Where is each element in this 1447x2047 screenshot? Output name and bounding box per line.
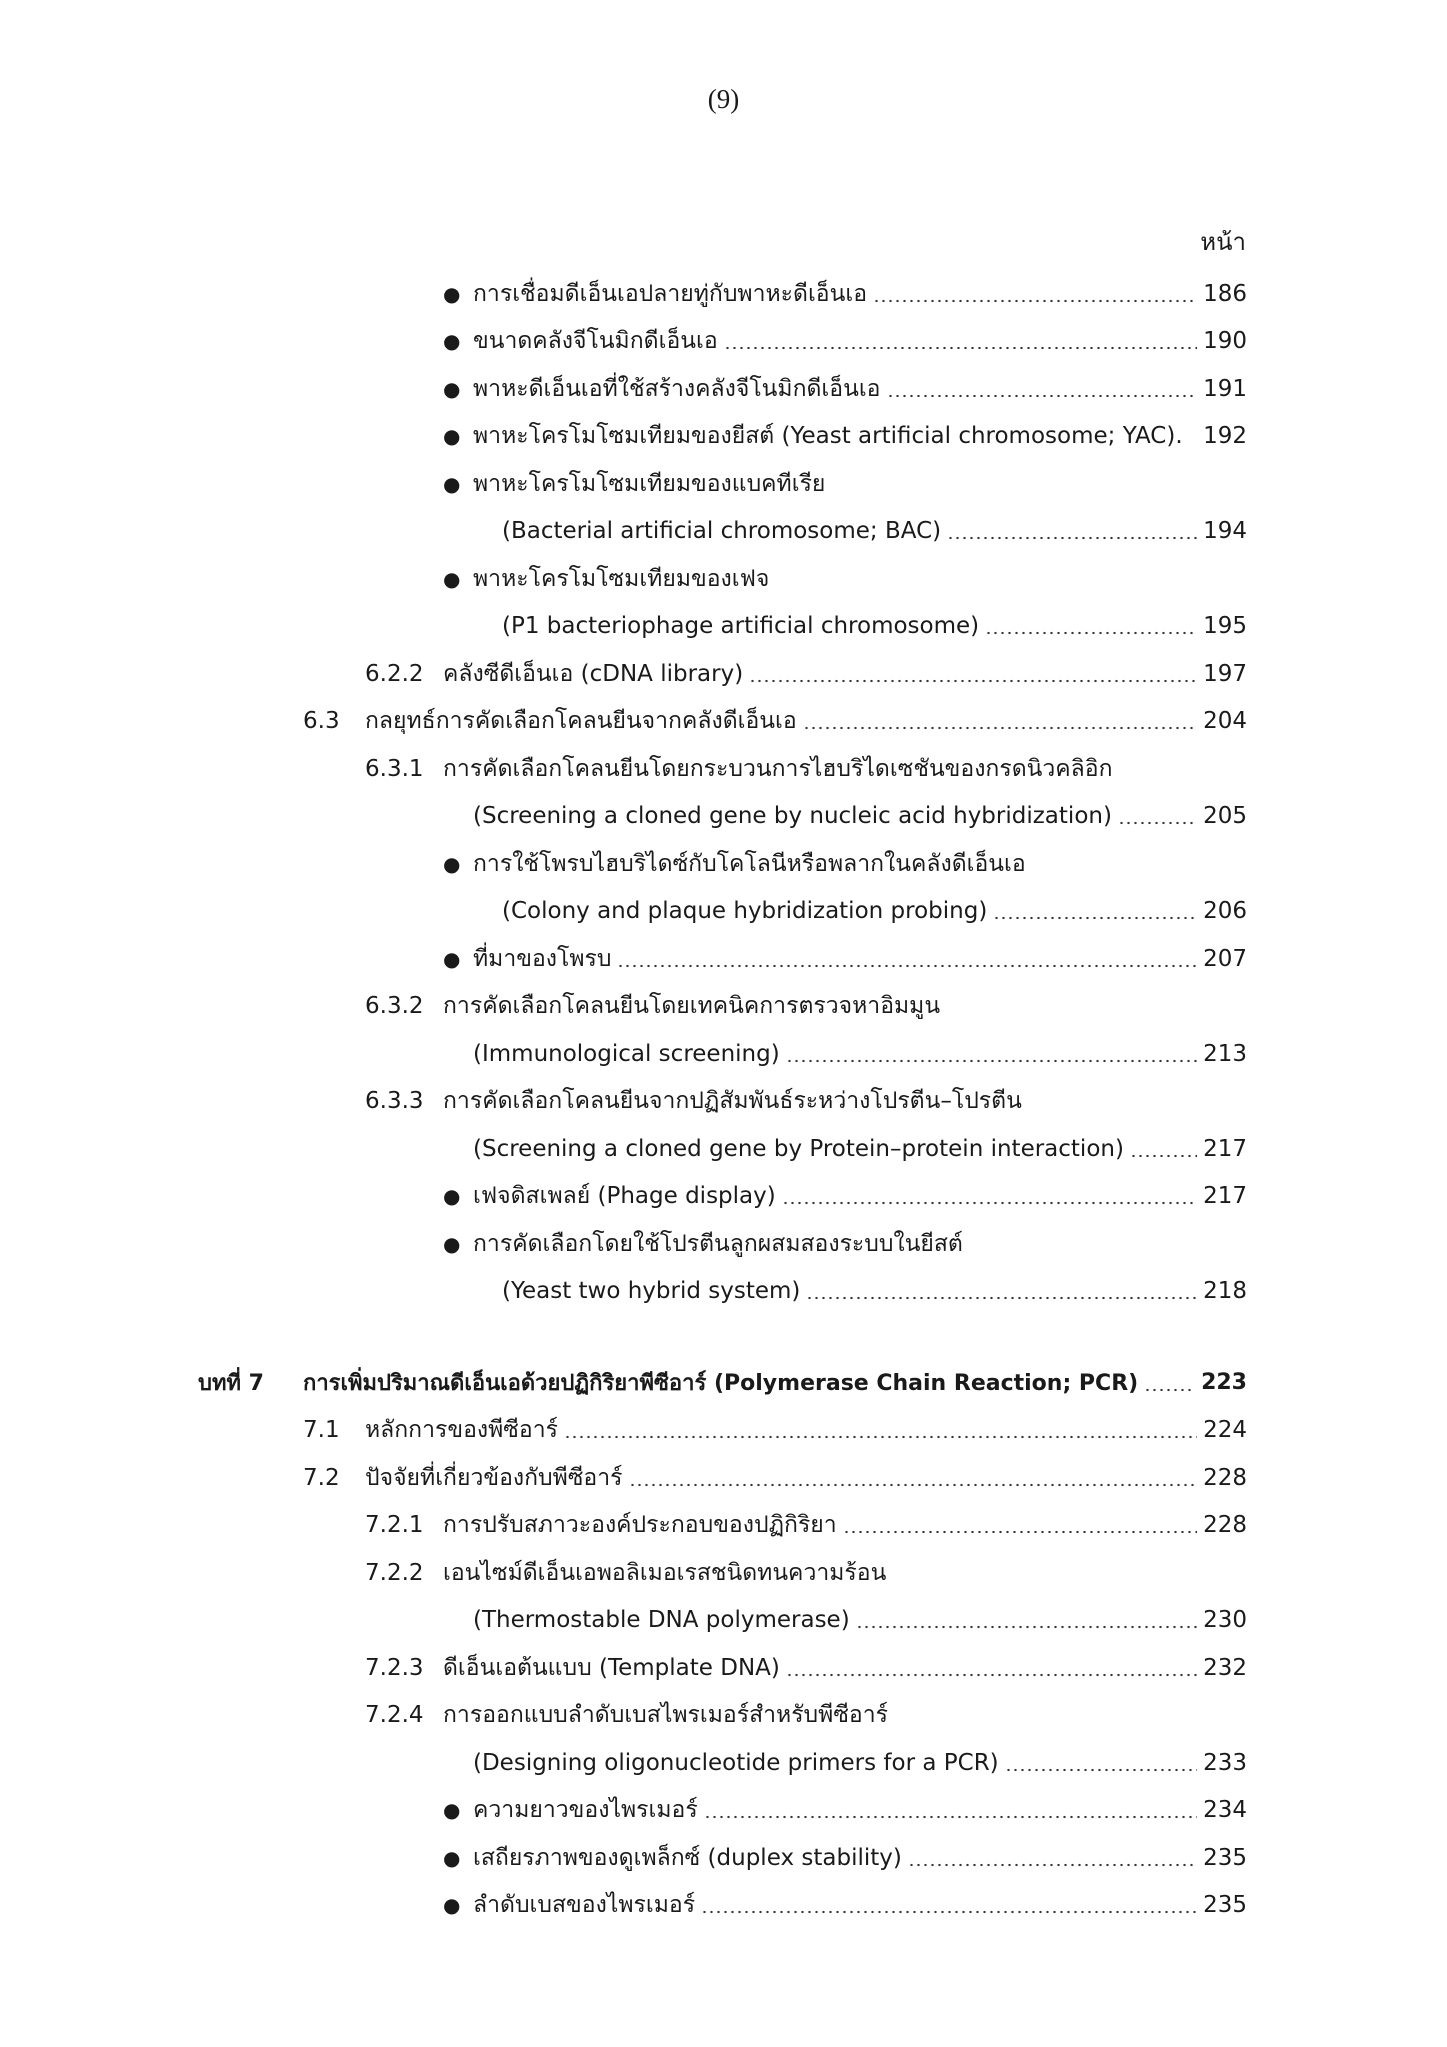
dot-leader (856, 1625, 1197, 1629)
toc-entry-title: การเพิ่มปริมาณดีเอ็นเอด้วยปฏิกิริยาพีซีอาร์ (Polymerase Chain Reaction; PCR) (303, 1371, 1139, 1397)
table-of-contents (0, 270, 1447, 1929)
section-number: 6.3.3 (365, 1088, 424, 1115)
toc-page-number: 190 (1203, 328, 1247, 355)
toc-page-number: 213 (1203, 1040, 1247, 1067)
toc-entry-title: (Designing oligonucleotide primers for a PCR) (473, 1749, 999, 1776)
toc-page-number: 207 (1203, 945, 1247, 972)
toc-entry (0, 1644, 1447, 1692)
toc-entry-title: เฟจดิสเพลย์ (Phage display) (473, 1183, 776, 1210)
toc-entry (0, 555, 1447, 603)
dot-leader (1130, 1154, 1197, 1158)
section-number: 6.3.1 (365, 755, 424, 782)
bullet-icon: ● (443, 1893, 461, 1918)
toc-page-number: 232 (1203, 1654, 1247, 1681)
section-number: 7.2.3 (365, 1654, 424, 1681)
page-column-label: หน้า (1200, 228, 1246, 256)
dot-leader (724, 346, 1197, 350)
toc-page-number: 194 (1203, 518, 1247, 545)
toc-entry-title: การคัดเลือกโคลนยีนจากปฏิสัมพันธ์ระหว่างโปรตีน–โปรตีน (443, 1088, 1022, 1115)
toc-entry (0, 888, 1447, 936)
toc-entry-title: (Immunological screening) (473, 1040, 780, 1067)
bullet-icon: ● (443, 851, 461, 876)
toc-entry (0, 460, 1447, 508)
toc-entry-title: ความยาวของไพรเมอร์ (473, 1797, 698, 1824)
toc-page-number: 224 (1203, 1417, 1247, 1444)
toc-entry-title: ที่มาของโพรบ (473, 945, 612, 972)
toc-entry-title: (Thermostable DNA polymerase) (473, 1607, 850, 1634)
toc-entry-title: เสถียรภาพของดูเพล็กซ์ (duplex stability) (473, 1844, 902, 1871)
toc-entry-title: พาหะโครโมโซมเทียมของยีสต์ (Yeast artificial chromosome; YAC). (473, 423, 1183, 450)
toc-entry-title: พาหะดีเอ็นเอที่ใช้สร้างคลังจีโนมิกดีเอ็นเอ (473, 375, 881, 402)
toc-page-number: 204 (1203, 708, 1247, 735)
toc-entry-title: (Colony and plaque hybridization probing) (502, 898, 988, 925)
toc-entry-title: การคัดเลือกโดยใช้โปรตีนลูกผสมสองระบบในยีสต์ (473, 1230, 963, 1257)
toc-entry-title: (Yeast two hybrid system) (502, 1278, 801, 1305)
toc-entry-title: เอนไซม์ดีเอ็นเอพอลิเมอเรสชนิดทนความร้อน (443, 1559, 887, 1586)
toc-entry-title: การออกแบบลำดับเบสไพรเมอร์สำหรับพีซีอาร์ (443, 1702, 889, 1729)
dot-leader (993, 916, 1197, 920)
toc-entry (0, 983, 1447, 1031)
bullet-icon: ● (443, 566, 461, 591)
toc-entry-title: การใช้โพรบไฮบริไดซ์กับโคโลนีหรือพลากในคลังดีเอ็นเอ (473, 850, 1026, 877)
toc-entry (0, 1597, 1447, 1645)
toc-entry (0, 318, 1447, 366)
toc-entry (0, 1078, 1447, 1126)
toc-page-number: 228 (1203, 1464, 1247, 1491)
dot-leader (803, 726, 1197, 730)
dot-leader (843, 1530, 1197, 1534)
bullet-icon: ● (443, 1231, 461, 1256)
dot-leader (908, 1863, 1197, 1867)
dot-leader (1118, 821, 1197, 825)
toc-entry-title: (Screening a cloned gene by nucleic acid hybridization) (473, 803, 1112, 830)
toc-entry (0, 840, 1447, 888)
toc-page-number: 192 (1203, 423, 1247, 450)
bullet-icon: ● (443, 946, 461, 971)
toc-page-number: 191 (1203, 375, 1247, 402)
bullet-icon: ● (443, 1845, 461, 1870)
toc-entry (0, 365, 1447, 413)
bullet-icon: ● (443, 424, 461, 449)
dot-leader (947, 536, 1197, 540)
section-number: 6.2.2 (365, 660, 424, 687)
toc-page-number: 206 (1203, 898, 1247, 925)
toc-entry (0, 1030, 1447, 1078)
toc-entry (0, 935, 1447, 983)
toc-entry-title: หลักการของพีซีอาร์ (365, 1417, 558, 1444)
toc-page-number: 235 (1203, 1892, 1247, 1919)
toc-entry (0, 1173, 1447, 1221)
toc-entry-title: ลำดับเบสของไพรเมอร์ (473, 1892, 696, 1919)
toc-entry-title: พาหะโครโมโซมเทียมของแบคทีเรีย (473, 470, 826, 497)
bullet-icon: ● (443, 329, 461, 354)
toc-entry-title: (P1 bacteriophage artificial chromosome) (502, 613, 980, 640)
section-number: 6.3 (303, 708, 340, 735)
toc-entry-title: ดีเอ็นเอต้นแบบ (Template DNA) (443, 1654, 780, 1681)
toc-page-number: 186 (1203, 280, 1247, 307)
section-number: 6.3.2 (365, 993, 424, 1020)
toc-page-number: 197 (1203, 660, 1247, 687)
toc-entry-title: การคัดเลือกโคลนยีนโดยเทคนิคการตรวจหาอิมมูน (443, 993, 941, 1020)
section-number: 7.1 (303, 1417, 340, 1444)
section-number: 7.2.4 (365, 1702, 424, 1729)
toc-entry (0, 508, 1447, 556)
toc-entry (0, 603, 1447, 651)
toc-page-number: 233 (1203, 1749, 1247, 1776)
toc-entry (0, 1787, 1447, 1835)
toc-page-number: 223 (1201, 1370, 1247, 1396)
toc-entry (0, 698, 1447, 746)
toc-page-number: 234 (1203, 1797, 1247, 1824)
toc-entry (0, 1125, 1447, 1173)
toc-page-number: 218 (1203, 1278, 1247, 1305)
toc-entry (0, 1834, 1447, 1882)
dot-leader (873, 299, 1197, 303)
dot-leader (887, 394, 1198, 398)
dot-leader (564, 1435, 1197, 1439)
toc-entry-title: คลังซีดีเอ็นเอ (cDNA library) (443, 660, 744, 687)
toc-entry-title: ปัจจัยที่เกี่ยวข้องกับพีซีอาร์ (365, 1464, 623, 1491)
toc-entry-title: (Screening a cloned gene by Protein–protein interaction) (473, 1135, 1124, 1162)
dot-leader (629, 1483, 1198, 1487)
toc-entry (0, 1407, 1447, 1455)
toc-entry (0, 745, 1447, 793)
toc-entry (0, 270, 1447, 318)
bullet-icon: ● (443, 1184, 461, 1209)
toc-page-number: 205 (1203, 803, 1247, 830)
toc-page-number: 195 (1203, 613, 1247, 640)
bullet-icon: ● (443, 376, 461, 401)
dot-leader (786, 1673, 1197, 1677)
section-number: 7.2 (303, 1464, 340, 1491)
toc-entry (0, 1268, 1447, 1316)
toc-page-number: 230 (1203, 1607, 1247, 1634)
dot-leader (617, 964, 1197, 968)
toc-entry (0, 1739, 1447, 1787)
toc-entry (0, 1454, 1447, 1502)
toc-entry-title: (Bacterial artificial chromosome; BAC) (502, 518, 942, 545)
toc-entry (0, 1882, 1447, 1930)
toc-entry (0, 1220, 1447, 1268)
dot-leader (704, 1815, 1197, 1819)
toc-entry (0, 1549, 1447, 1597)
toc-entry-title: ขนาดคลังจีโนมิกดีเอ็นเอ (473, 328, 718, 355)
toc-entry (0, 413, 1447, 461)
dot-leader (701, 1910, 1197, 1914)
dot-leader (786, 1059, 1197, 1063)
toc-entry (0, 1359, 1447, 1407)
dot-leader (749, 679, 1197, 683)
dot-leader (806, 1296, 1197, 1300)
bullet-icon: ● (443, 1798, 461, 1823)
chapter-number: บทที่ 7 (198, 1371, 264, 1397)
toc-entry-title: การปรับสภาวะองค์ประกอบของปฏิกิริยา (443, 1512, 837, 1539)
toc-entry-title: พาหะโครโมโซมเทียมของเฟจ (473, 565, 770, 592)
toc-entry (0, 793, 1447, 841)
toc-page-number: 235 (1203, 1844, 1247, 1871)
bullet-icon: ● (443, 471, 461, 496)
toc-entry-title: การคัดเลือกโคลนยีนโดยกระบวนการไฮบริไดเซชันของกรดนิวคลิอิก (443, 755, 1113, 782)
toc-entry (0, 650, 1447, 698)
toc-entry-title: กลยุทธ์การคัดเลือกโคลนยีนจากคลังดีเอ็นเอ (365, 708, 797, 735)
toc-page-number: 217 (1203, 1183, 1247, 1210)
toc-page-number: 228 (1203, 1512, 1247, 1539)
dot-leader (782, 1201, 1197, 1205)
toc-page-number: 217 (1203, 1135, 1247, 1162)
toc-entry (0, 1692, 1447, 1740)
dot-leader (1005, 1768, 1197, 1772)
bullet-icon: ● (443, 281, 461, 306)
toc-entry (0, 1502, 1447, 1550)
toc-entry-title: การเชื่อมดีเอ็นเอปลายทู่กับพาหะดีเอ็นเอ (473, 280, 868, 307)
section-number: 7.2.1 (365, 1512, 424, 1539)
page-number: (9) (707, 84, 740, 114)
dot-leader (1144, 1388, 1195, 1392)
section-number: 7.2.2 (365, 1559, 424, 1586)
dot-leader (985, 631, 1197, 635)
